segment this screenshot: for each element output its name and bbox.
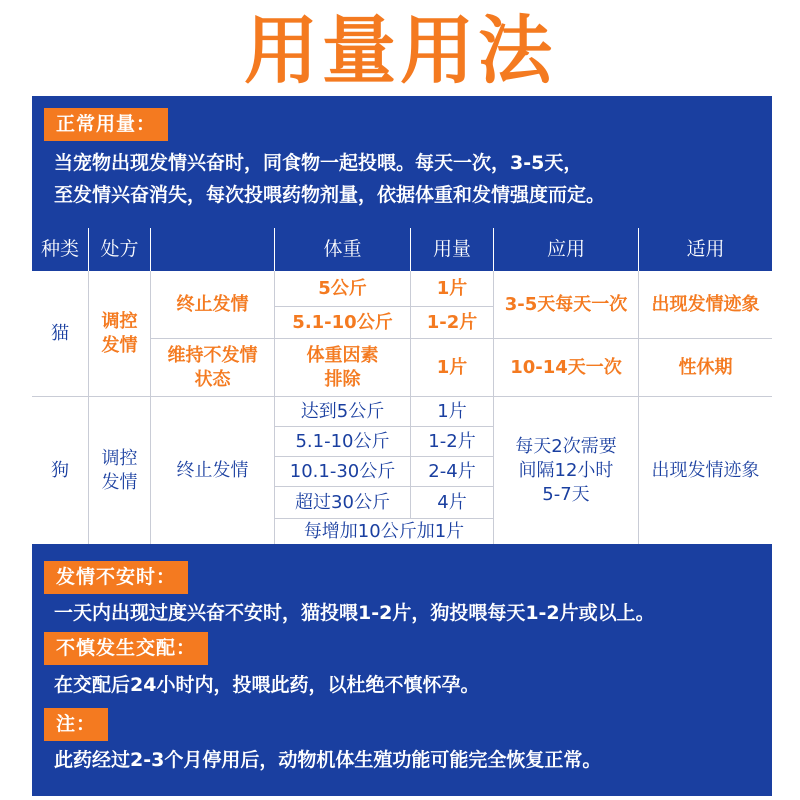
mating-section [32,666,772,704]
restless-text: 一天内出现过度兴奋不安时，猫投喂1-2片，狗投喂每天1-2片或以上。 [54,602,655,624]
header-application: 应用 [494,228,638,271]
cat-weight-3: 体重因素 排除 [306,344,379,390]
dog-dose-4: 4片 [437,491,467,513]
cat-application-2: 10-14天一次 [510,356,622,378]
dog-applicable: 出现发情迹象 [651,459,760,481]
cat-maintain-state: 维持不发情 状态 [167,344,258,390]
normal-dosage-line-1: 当宠物出现发情兴奋时，同食物一起投喂。每天一次，3-5天， [54,152,583,174]
cat-applicable-1: 出现发情迹象 [651,293,760,315]
dog-weight-3: 10.1-30公斤 [289,460,396,482]
dog-weight-4: 超过30公斤 [295,491,390,513]
header-species: 种类 [32,228,88,271]
cat-applicable-2: 性休期 [678,356,733,378]
dosage-table [32,228,772,544]
cat-dose-1: 1片 [436,278,468,299]
dog-species: 狗 [51,459,69,481]
note-text: 此药经过2-3个月停用后，动物机体生殖功能可能完全恢复正常。 [54,749,602,771]
cat-dose-2: 1-2片 [426,311,478,333]
cat-stop-estrus: 终止发情 [176,293,249,315]
dog-stop-estrus: 终止发情 [176,459,249,481]
note-tag: 注： [44,708,108,741]
restless-tag: 发情不安时： [44,561,188,594]
note-section [32,741,772,796]
dog-dose-1: 1片 [437,400,467,422]
dog-weight-2: 5.1-10公斤 [295,430,390,452]
header-blank [151,228,274,271]
page-title: 用量用法 [244,8,556,94]
dog-dose-2: 1-2片 [428,430,476,452]
normal-dosage-tag: 正常用量： [44,108,168,141]
dog-prescription: 调控 发情 [101,447,138,493]
header-applicable: 适用 [639,228,772,271]
cat-prescription: 调控 发情 [101,310,138,356]
mating-tag: 不慎发生交配： [44,632,208,665]
dog-dose-3: 2-4片 [428,460,476,482]
cat-application-1: 3-5天每天一次 [504,293,628,315]
cat-species: 猫 [51,322,69,344]
mating-text: 在交配后24小时内，投喂此药，以杜绝不慎怀孕。 [54,674,480,696]
normal-dosage-line-2: 至发情兴奋消失，每次投喂药物剂量，依据体重和发情强度而定。 [54,184,606,206]
header-dose: 用量 [411,228,493,271]
header-prescription: 处方 [89,228,150,271]
normal-dosage-section [32,142,772,228]
cat-dose-3: 1片 [436,356,468,378]
cat-weight-2: 5.1-10公斤 [292,311,393,333]
dog-application: 每天2次需要 间隔12小时 5-7天 [515,435,617,505]
restless-section [32,594,772,628]
dog-weight-1: 达到5公斤 [300,400,385,422]
dog-extra-dose: 每增加10公斤加1片 [303,520,465,542]
header-weight: 体重 [275,228,410,271]
cat-weight-1: 5公斤 [318,278,367,299]
